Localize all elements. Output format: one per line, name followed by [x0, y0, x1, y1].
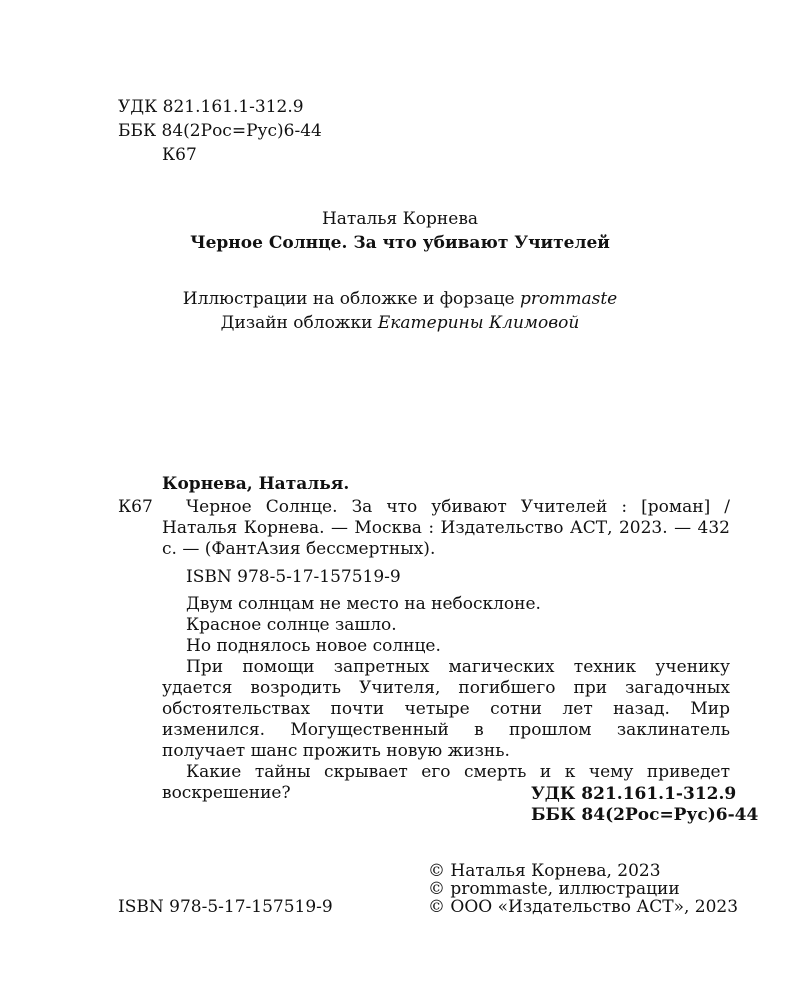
annotation-line-4: При помощи запретных магических техник ученику удается возродить Учителя, погибшего при загадочных обстоятельствах почти четыре сотни лет назад. Мир изменился. Могущественный в прошлом заклинатель получает шанс прожить новую жизнь.	[162, 657, 730, 761]
catalog-heading: Корнева, Наталья.	[162, 474, 350, 494]
design-credit	[0, 313, 800, 334]
catalog-isbn: ISBN 978-5-17-157519-9	[186, 567, 401, 587]
illustrations-label: Иллюстрации на обложке и форзаце	[182, 289, 520, 309]
book-title: Черное Солнце. За что убивают Учителей	[190, 233, 610, 253]
copyright-illustrator: © prommaste, иллюстрации	[428, 879, 680, 899]
udk-code: УДК 821.161.1-312.9	[118, 97, 304, 117]
author-name: Наталья Корнева	[321, 209, 479, 229]
bbk-code: ББК 84(2Рос=Рус)6-44	[118, 121, 322, 141]
author-mark: К67	[162, 145, 197, 165]
annotation	[162, 594, 730, 804]
designer-name: Екатерины Климовой	[377, 313, 580, 333]
illustrator-name: prommaste	[519, 289, 618, 309]
catalog-description: Черное Солнце. За что убивают Учителей : [роман] / Наталья Корнева. — Москва : Издательство АСТ, 2023. — 432 с. — (ФантАзия бессмертных).	[162, 497, 730, 559]
design-label: Дизайн обложки	[220, 313, 378, 333]
annotation-line-1: Двум солнцам не место на небосклоне.	[186, 594, 541, 614]
illustrations-credit	[0, 289, 800, 310]
copyright-publisher: © ООО «Издательство АСТ», 2023	[428, 897, 739, 917]
catalog-bbk: ББК 84(2Рос=Рус)6-44	[531, 805, 759, 825]
copyright-author: © Наталья Корнева, 2023	[428, 861, 661, 881]
annotation-line-5: Какие тайны скрывает его смерть и к чему приведет воскрешение?	[162, 762, 730, 803]
annotation-line-3: Но поднялось новое солнце.	[186, 636, 441, 656]
annotation-line-2: Красное солнце зашло.	[186, 615, 397, 635]
footer-isbn: ISBN 978-5-17-157519-9	[118, 897, 333, 917]
catalog-udk: УДК 821.161.1-312.9	[531, 784, 737, 804]
catalog-code: К67	[118, 497, 153, 517]
